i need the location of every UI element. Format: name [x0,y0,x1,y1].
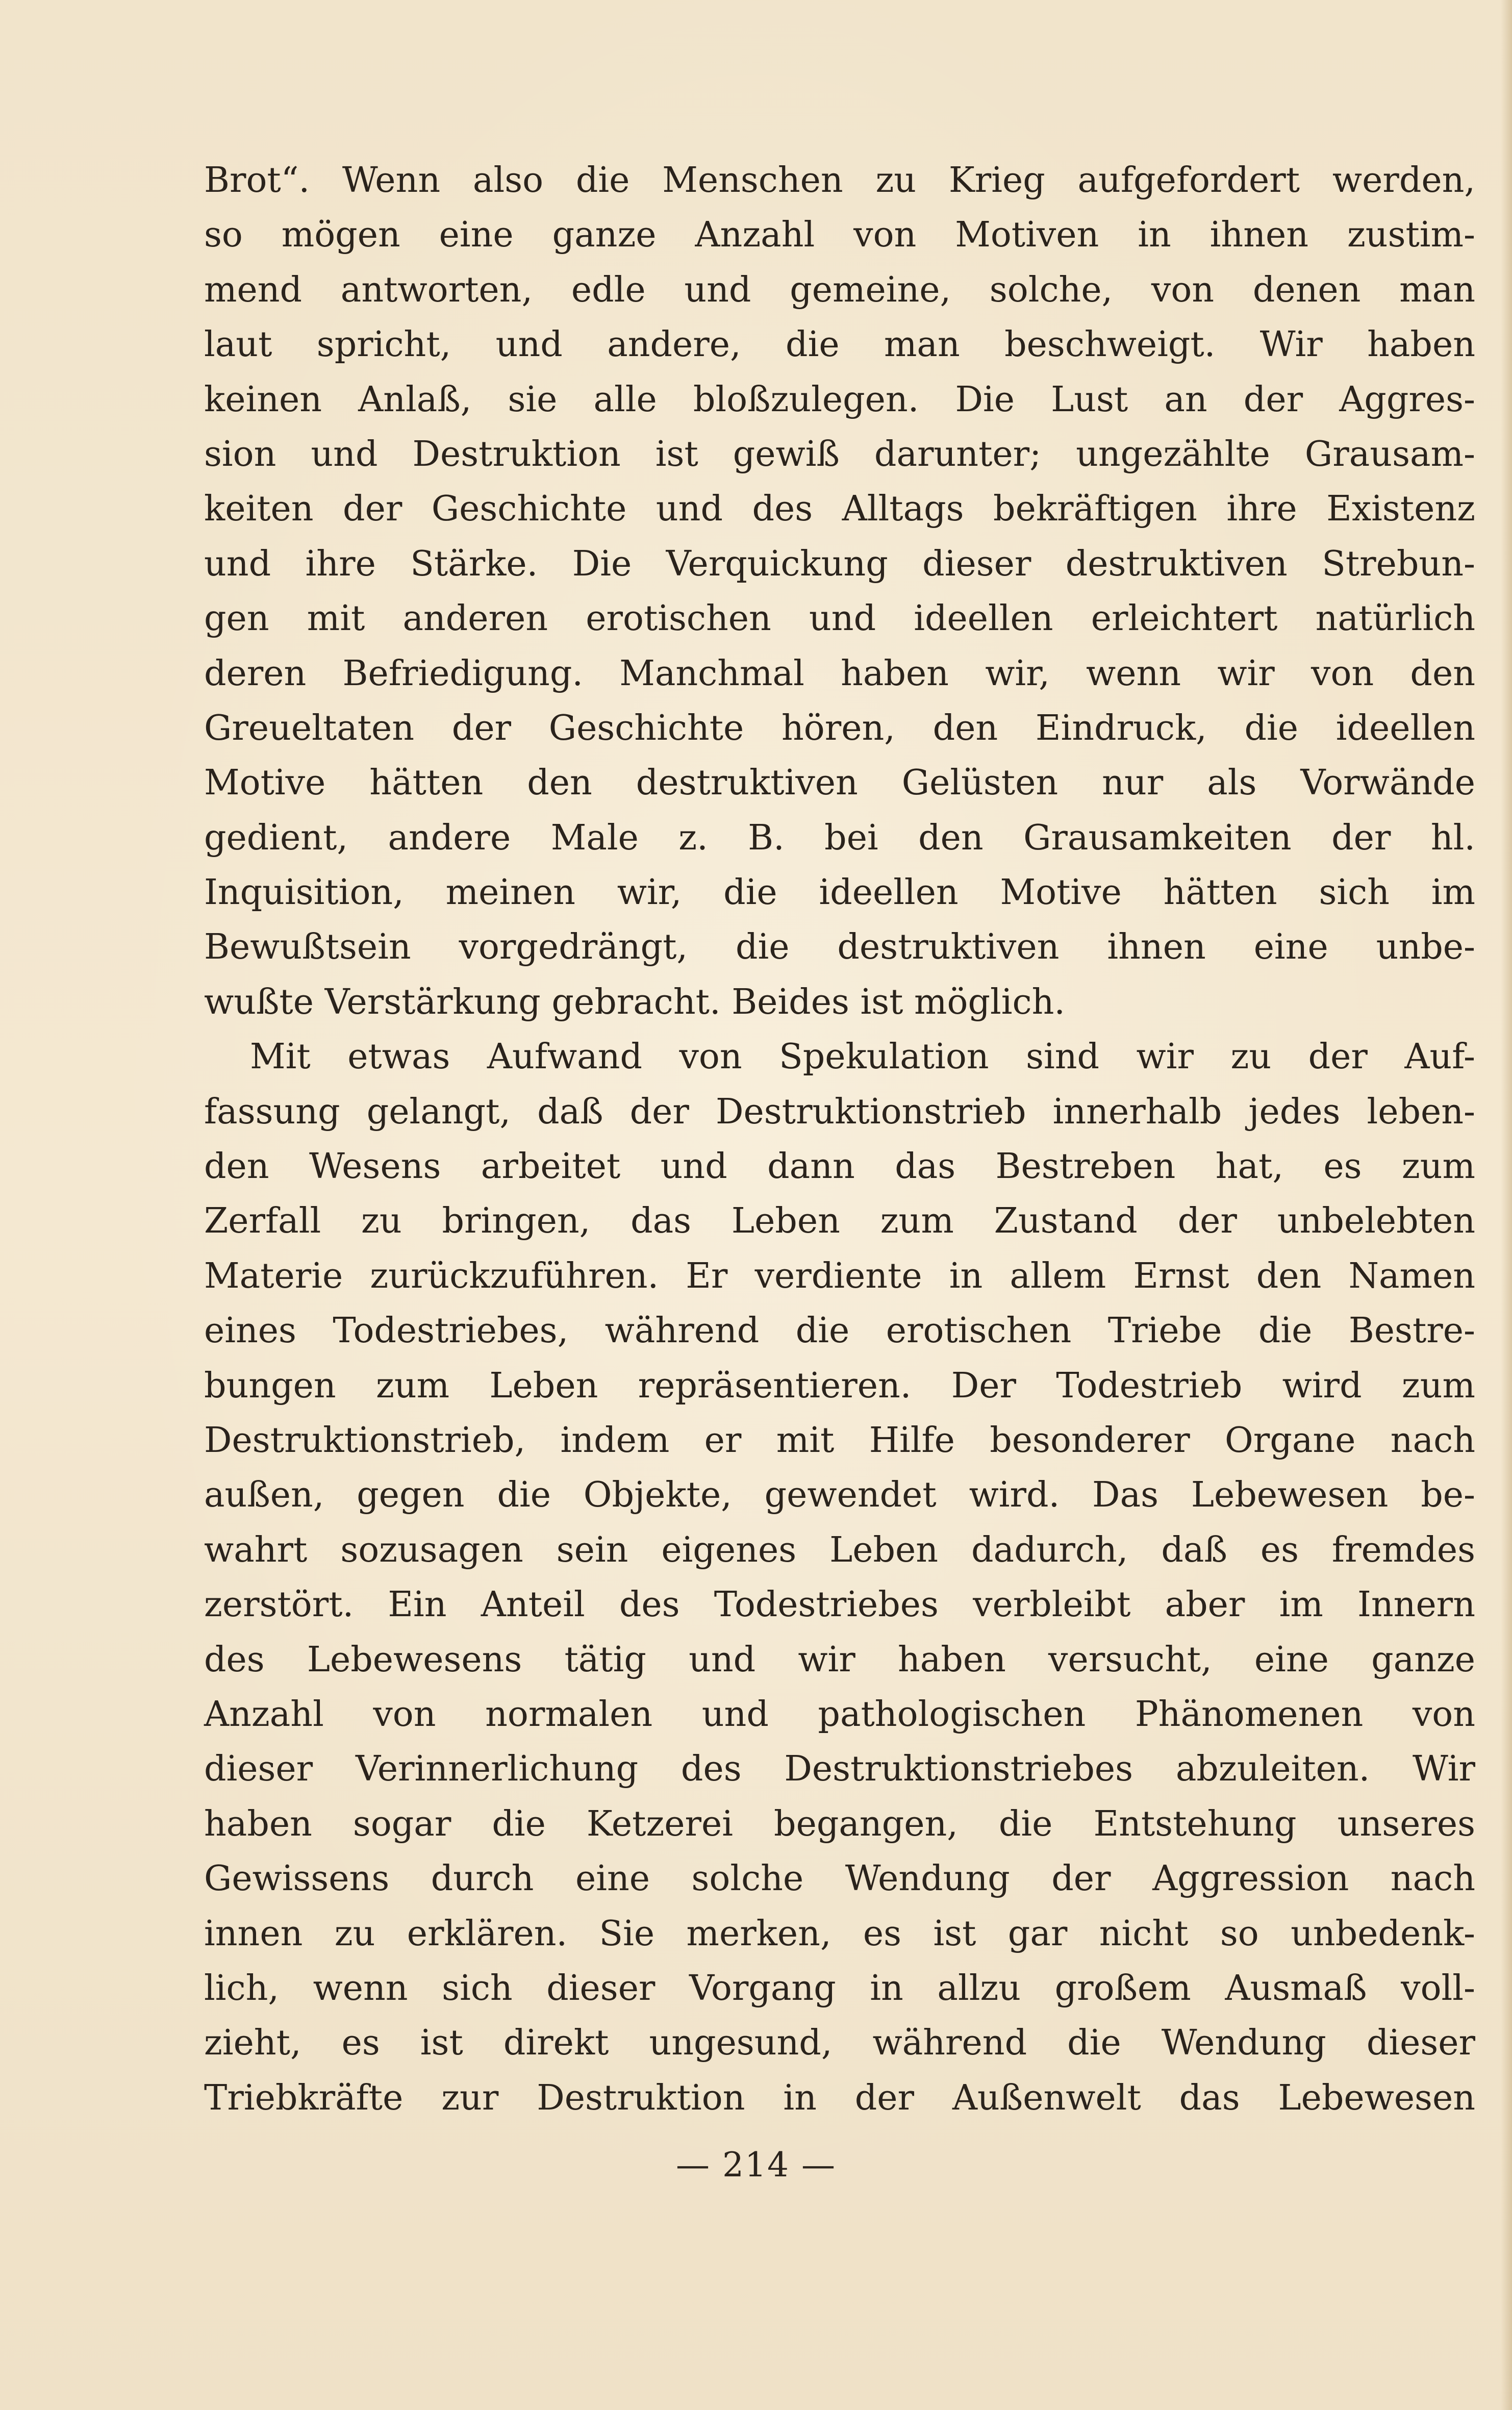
text-line: dieser Verinnerlichung des Destruktionstriebes abzuleiten. Wir [204,1749,1475,1790]
text-line: wußte Verstärkung gebracht. Beides ist möglich. [204,982,1065,1022]
paragraph-2 [204,1030,1475,2125]
text-line: Mit etwas Aufwand von Spekulation sind wir zu der Auf- [250,1037,1475,1077]
text-line: zieht, es ist direkt ungesund, während die Wendung dieser [204,2023,1475,2064]
text-line: wahrt sozusagen sein eigenes Leben dadurch, daß es fremdes [204,1529,1475,1570]
text-line: und ihre Stärke. Die Verquickung dieser destruktiven Strebun- [204,543,1475,584]
text-line: bungen zum Leben repräsentieren. Der Todestrieb wird zum [204,1365,1475,1406]
text-line: deren Befriedigung. Manchmal haben wir, wenn wir von den [204,653,1475,694]
text-line: Anzahl von normalen und pathologischen Phänomenen von [204,1694,1475,1735]
body-text [204,153,1475,2125]
text-line: mend antworten, edle und gemeine, solche, von denen man [204,269,1475,310]
text-line: keiten der Geschichte und des Alltags bekräftigen ihre Existenz [204,489,1475,530]
text-line: fassung gelangt, daß der Destruktionstrieb innerhalb jedes leben- [204,1091,1475,1132]
text-line: außen, gegen die Objekte, gewendet wird. Das Lebewesen be- [204,1475,1475,1516]
text-line: eines Todestriebes, während die erotischen Triebe die Bestre- [204,1311,1475,1351]
text-line: Motive hätten den destruktiven Gelüsten nur als Vorwände [204,763,1475,804]
text-line: gedient, andere Male z. B. bei den Grausamkeiten der hl. [204,817,1475,858]
page-edge-shadow [1501,0,1512,2410]
text-line: so mögen eine ganze Anzahl von Motiven in ihnen zustim- [204,215,1475,256]
text-line: laut spricht, und andere, die man beschweigt. Wir haben [204,324,1475,365]
text-line: innen zu erklären. Sie merken, es ist gar nicht so unbedenk- [204,1913,1475,1954]
text-line: Greueltaten der Geschichte hören, den Eindruck, die ideellen [204,708,1475,748]
page-number: — 214 — [676,2145,836,2185]
paragraph-1 [204,153,1475,1030]
text-line: Gewissens durch eine solche Wendung der Aggression nach [204,1859,1475,1899]
text-line: Inquisition, meinen wir, die ideellen Motive hätten sich im [204,872,1475,913]
text-line: Bewußtsein vorgedrängt, die destruktiven ihnen eine unbe- [204,927,1475,968]
text-line: keinen Anlaß, sie alle bloßzulegen. Die Lust an der Aggres- [204,379,1475,420]
text-line: gen mit anderen erotischen und ideellen erleichtert natürlich [204,598,1475,639]
text-line: zerstört. Ein Anteil des Todestriebes verbleibt aber im Innern [204,1585,1475,1625]
text-line: sion und Destruktion ist gewiß darunter; ungezählte Grausam- [204,434,1475,474]
text-line: Brot“. Wenn also die Menschen zu Krieg aufgefordert werden, [204,160,1475,200]
text-line: den Wesens arbeitet und dann das Bestreben hat, es zum [204,1146,1475,1187]
text-line: haben sogar die Ketzerei begangen, die Entstehung unseres [204,1803,1475,1844]
text-line: lich, wenn sich dieser Vorgang in allzu großem Ausmaß voll- [204,1968,1475,2009]
text-line: des Lebewesens tätig und wir haben versucht, eine ganze [204,1639,1475,1680]
text-line: Materie zurückzuführen. Er verdiente in allem Ernst den Namen [204,1256,1475,1296]
text-line: Destruktionstrieb, indem er mit Hilfe besonderer Organe nach [204,1420,1475,1461]
text-line: Triebkräfte zur Destruktion in der Außenwelt das Lebewesen [204,2077,1475,2118]
text-line: Zerfall zu bringen, das Leben zum Zustand der unbelebten [204,1201,1475,1242]
